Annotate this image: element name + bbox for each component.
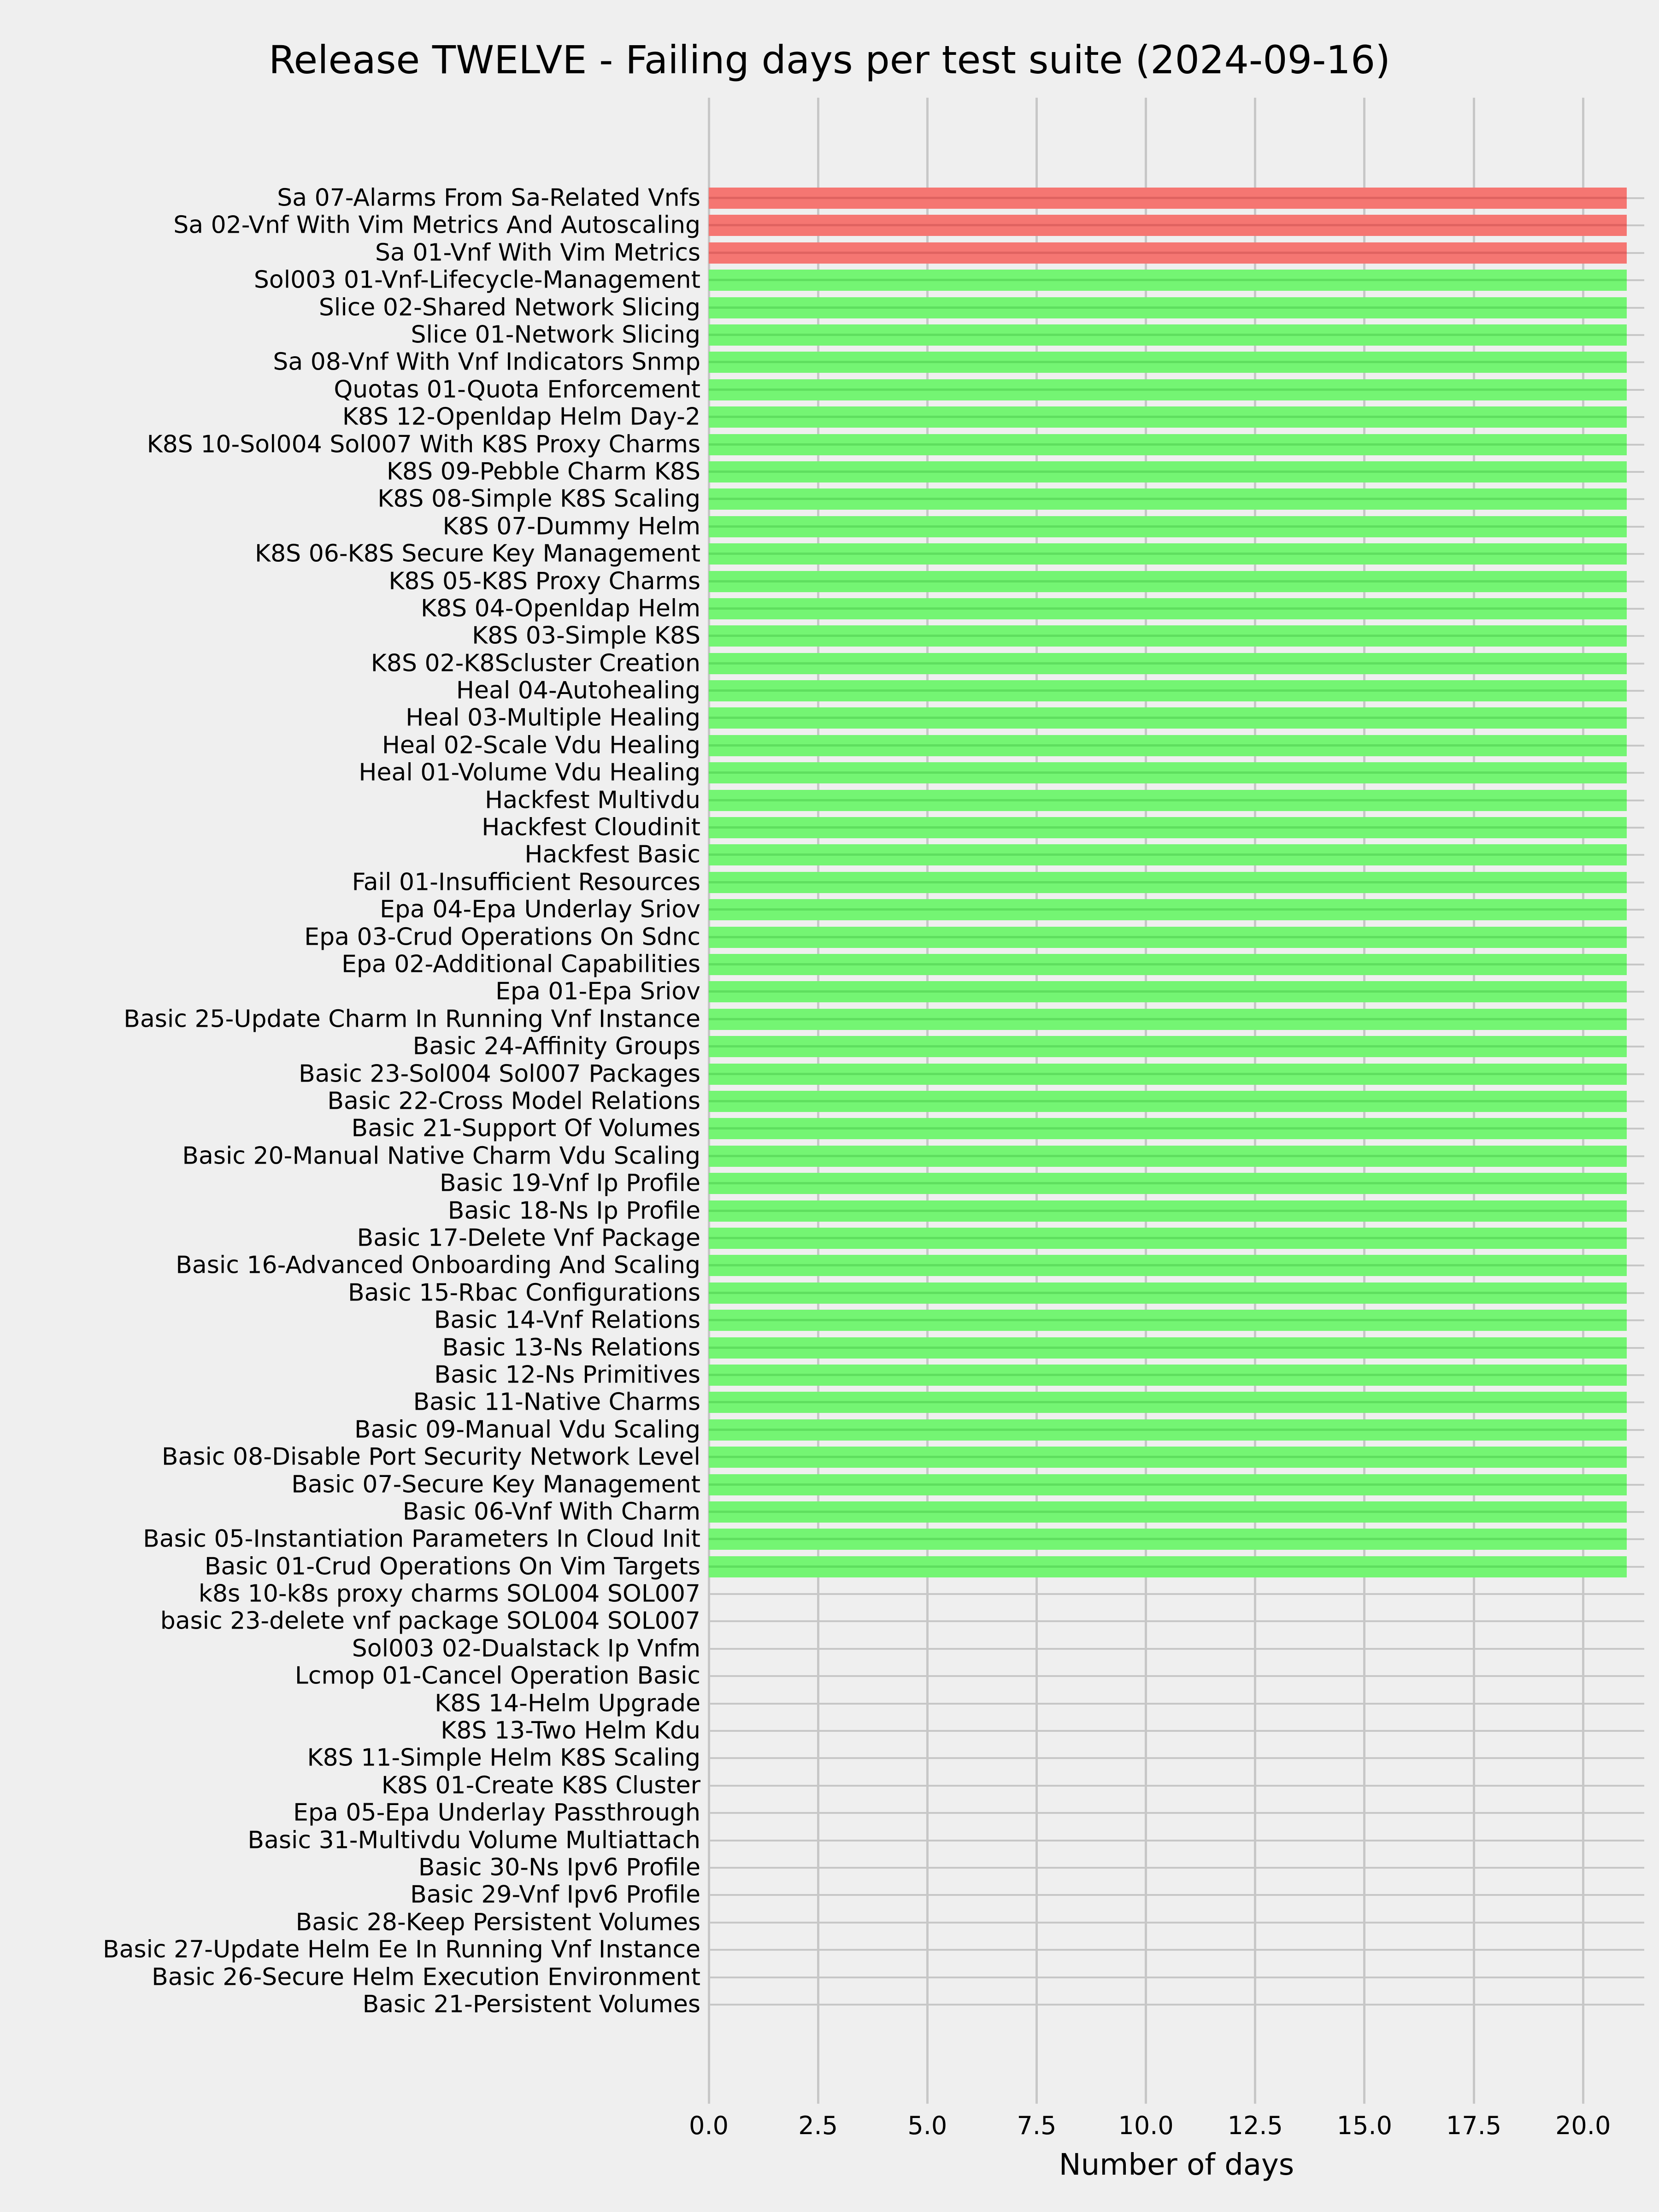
bar [709,1200,1627,1222]
bar [709,1419,1627,1441]
y-tick-label: Sa 07-Alarms From Sa-Related Vnfs [277,184,700,212]
bar [709,406,1627,428]
bar [709,270,1627,291]
y-tick-label: Basic 07-Secure Key Management [291,1471,700,1499]
y-tick-label: Basic 09-Manual Vdu Scaling [354,1416,700,1444]
bar-center-stripe [709,1511,1627,1513]
y-tick-label: Basic 05-Instantiation Parameters In Cloud Init [143,1525,700,1553]
y-tick-label: Epa 03-Crud Operations On Sdnc [304,923,700,951]
y-tick-label: Quotas 01-Quota Enforcement [334,376,700,404]
bar [709,1255,1627,1276]
bar-center-stripe [709,1292,1627,1294]
bar-center-stripe [709,306,1627,309]
y-tick-label: Slice 01-Network Slicing [411,321,700,349]
y-tick-label: Hackfest Cloudinit [482,813,700,841]
y-gridline [709,1840,1644,1841]
y-tick-label: K8S 13-Two Helm Kdu [441,1717,700,1745]
bar-center-stripe [709,744,1627,747]
bar [709,735,1627,756]
y-gridline [709,1977,1644,1978]
bar-center-stripe [709,1210,1627,1212]
y-tick-label: K8S 12-Openldap Helm Day-2 [342,403,700,431]
y-gridline [709,1867,1644,1869]
bar-center-stripe [709,963,1627,965]
bar [709,653,1627,674]
y-tick-label: Basic 16-Advanced Onboarding And Scaling [176,1252,700,1280]
x-tick-label: 15.0 [1336,2111,1393,2140]
bar-center-stripe [709,1538,1627,1540]
y-tick-label: Slice 02-Shared Network Slicing [318,294,700,322]
bar-center-stripe [709,279,1627,281]
bar [709,1337,1627,1359]
bar-center-stripe [709,224,1627,226]
y-gridline [709,2004,1644,2006]
chart-title: Release TWELVE - Failing days per test suite (2024-09-16) [268,37,1391,82]
bar [709,1146,1627,1167]
bar-center-stripe [709,635,1627,637]
bar-center-stripe [709,607,1627,610]
bar [709,215,1627,236]
bar-center-stripe [709,416,1627,418]
y-tick-label: k8s 10-k8s proxy charms SOL004 SOL007 [198,1580,700,1608]
bar [709,598,1627,619]
y-tick-label: K8S 05-K8S Proxy Charms [388,567,700,595]
y-tick-label: K8S 03-Simple K8S [472,622,700,650]
y-tick-label: Heal 03-Multiple Healing [406,704,700,732]
bar-center-stripe [709,443,1627,446]
y-tick-label: K8S 01-Create K8S Cluster [381,1771,700,1800]
bar-center-stripe [709,936,1627,938]
y-tick-label: Heal 01-Volume Vdu Healing [359,759,700,787]
bar [709,927,1627,948]
y-tick-label: Basic 28-Keep Persistent Volumes [295,1908,700,1936]
y-gridline [709,1757,1644,1759]
bar-center-stripe [709,388,1627,391]
x-axis-label: Number of days [1059,2148,1294,2182]
bar-center-stripe [709,1045,1627,1047]
y-tick-label: Basic 22-Cross Model Relations [327,1087,700,1115]
y-gridline [709,1593,1644,1595]
y-tick-label: Basic 23-Sol004 Sol007 Packages [299,1060,700,1088]
y-tick-label: Basic 21-Support Of Volumes [351,1115,700,1143]
bar-center-stripe [709,525,1627,528]
bar-center-stripe [709,1073,1627,1075]
bar-center-stripe [709,1182,1627,1184]
bar-center-stripe [709,1237,1627,1239]
y-tick-label: K8S 07-Dummy Helm [442,512,700,541]
y-tick-label: Basic 08-Disable Port Security Network Level [161,1443,700,1471]
y-tick-label: Basic 25-Update Charm In Running Vnf Instance [124,1005,700,1033]
y-tick-label: K8S 11-Simple Helm K8S Scaling [307,1744,700,1772]
bar-center-stripe [709,990,1627,993]
bar [709,790,1627,811]
bar [709,1009,1627,1030]
y-gridline [709,1730,1644,1732]
bar [709,1282,1627,1304]
x-tick-label: 10.0 [1118,2111,1174,2140]
x-tick-label: 2.5 [798,2111,838,2140]
y-tick-label: Heal 02-Scale Vdu Healing [382,731,700,759]
bar [709,1447,1627,1468]
bar-center-stripe [709,498,1627,500]
y-tick-label: Lcmop 01-Cancel Operation Basic [294,1662,700,1690]
bar-center-stripe [709,881,1627,883]
y-gridline [709,1620,1644,1622]
y-tick-label: Sol003 01-Vnf-Lifecycle-Management [253,266,700,294]
y-tick-label: Fail 01-Insufficient Resources [352,868,700,896]
bar [709,543,1627,565]
bar [709,434,1627,455]
y-tick-label: K8S 02-K8Scluster Creation [371,649,700,677]
bar-center-stripe [709,471,1627,473]
bar-center-stripe [709,1319,1627,1321]
bar [709,297,1627,318]
y-tick-label: Sa 08-Vnf With Vnf Indicators Snmp [273,348,700,377]
y-tick-label: K8S 04-Openldap Helm [420,594,700,623]
y-tick-label: Basic 27-Update Helm Ee In Running Vnf Instance [102,1936,700,1964]
y-tick-label: Epa 04-Epa Underlay Sriov [380,895,700,924]
bar-center-stripe [709,580,1627,582]
y-tick-label: Sa 01-Vnf With Vim Metrics [375,239,700,267]
y-tick-label: Basic 11-Native Charms [413,1388,700,1417]
x-tick-label: 20.0 [1555,2111,1611,2140]
y-tick-label: Basic 01-Crud Operations On Vim Targets [204,1553,700,1581]
bar-center-stripe [709,1127,1627,1130]
bar [709,488,1627,510]
bar-center-stripe [709,908,1627,911]
bar [709,1310,1627,1331]
y-tick-label: Basic 15-Rbac Configurations [348,1279,700,1307]
bar [709,461,1627,482]
x-tick-label: 12.5 [1227,2111,1283,2140]
y-tick-label: Epa 02-Additional Capabilities [341,950,700,978]
bar-center-stripe [709,334,1627,336]
bar-center-stripe [709,1155,1627,1157]
y-tick-label: Sol003 02-Dualstack Ip Vnfm [352,1635,700,1663]
bar [709,242,1627,264]
bar-center-stripe [709,1018,1627,1020]
y-tick-label: basic 23-delete vnf package SOL004 SOL007 [160,1607,700,1635]
y-tick-label: Sa 02-Vnf With Vim Metrics And Autoscaling [173,212,700,240]
bar [709,981,1627,1002]
y-tick-label: Epa 01-Epa Sriov [495,978,700,1006]
bar [709,1365,1627,1386]
y-tick-label: Heal 04-Autohealing [456,677,700,705]
bar-center-stripe [709,717,1627,719]
y-tick-label: Basic 30-Ns Ipv6 Profile [418,1853,700,1882]
bar [709,1036,1627,1057]
y-gridline [709,1894,1644,1896]
bar [709,872,1627,893]
bar-center-stripe [709,1565,1627,1568]
y-tick-label: Basic 29-Vnf Ipv6 Profile [410,1881,700,1909]
bar [709,762,1627,783]
y-gridline [709,1812,1644,1814]
bar [709,571,1627,592]
bar-center-stripe [709,853,1627,856]
bar [709,707,1627,729]
bar-center-stripe [709,252,1627,254]
y-tick-label: Basic 12-Ns Primitives [434,1361,700,1389]
y-tick-label: Basic 26-Secure Helm Execution Environment [152,1963,700,1991]
y-gridline [709,1703,1644,1705]
bar [709,954,1627,975]
y-tick-label: Basic 18-Ns Ip Profile [447,1197,700,1225]
y-tick-label: Hackfest Multivdu [485,786,700,814]
y-tick-label: Basic 24-Affinity Groups [412,1032,700,1060]
bar [709,817,1627,838]
y-tick-label: K8S 09-Pebble Charm K8S [386,458,700,486]
y-tick-label: Basic 19-Vnf Ip Profile [439,1169,700,1197]
x-tick-label: 0.0 [689,2111,729,2140]
bar-center-stripe [709,1429,1627,1431]
y-tick-label: K8S 14-Helm Upgrade [435,1689,700,1718]
bar-center-stripe [709,1264,1627,1266]
bar-center-stripe [709,553,1627,555]
y-tick-label: K8S 08-Simple K8S Scaling [377,485,700,513]
y-tick-label: K8S 10-Sol004 Sol007 With K8S Proxy Charms [147,430,700,459]
bar [709,680,1627,701]
bar [709,1173,1627,1194]
y-tick-label: Basic 14-Vnf Relations [434,1306,700,1334]
y-tick-label: Basic 17-Delete Vnf Package [357,1224,700,1252]
y-tick-label: Basic 31-Multivdu Volume Multiattach [247,1826,700,1854]
bar [709,1091,1627,1112]
bar-center-stripe [709,826,1627,829]
bar [709,844,1627,865]
bar [709,1529,1627,1550]
y-tick-label: Basic 13-Ns Relations [442,1334,700,1362]
bar [709,899,1627,920]
y-gridline [709,1675,1644,1677]
bar-center-stripe [709,662,1627,665]
y-tick-label: Basic 06-Vnf With Charm [402,1498,700,1526]
x-tick-label: 17.5 [1446,2111,1502,2140]
bar [709,1392,1627,1413]
y-gridline [709,1785,1644,1787]
y-tick-label: K8S 06-K8S Secure Key Management [254,540,700,568]
y-tick-label: Epa 05-Epa Underlay Passthrough [293,1799,700,1827]
x-tick-label: 5.0 [907,2111,947,2140]
bar [709,516,1627,537]
bar [709,379,1627,400]
bar [709,625,1627,647]
y-gridline [709,1949,1644,1951]
bar-center-stripe [709,1347,1627,1349]
bar [709,1228,1627,1249]
bar [709,1556,1627,1577]
y-gridline [709,1922,1644,1924]
y-gridline [709,1648,1644,1650]
bar-center-stripe [709,1100,1627,1102]
plot-area [709,98,1644,2104]
bar [709,1064,1627,1085]
bar [709,188,1627,209]
bar [709,1474,1627,1495]
bar-center-stripe [709,197,1627,199]
y-tick-label: Basic 21-Persistent Volumes [362,1990,700,2018]
x-tick-label: 7.5 [1017,2111,1057,2140]
y-tick-label: Basic 20-Manual Native Charm Vdu Scaling [182,1142,700,1170]
y-tick-label: Hackfest Basic [524,841,700,869]
bar-center-stripe [709,689,1627,692]
bar-center-stripe [709,1401,1627,1403]
bar-center-stripe [709,771,1627,774]
bar-center-stripe [709,361,1627,363]
bar [709,352,1627,373]
bar [709,1501,1627,1523]
bar [709,1118,1627,1139]
bar [709,324,1627,346]
bar-center-stripe [709,1456,1627,1458]
bar-center-stripe [709,1374,1627,1376]
bar-center-stripe [709,1483,1627,1486]
bar-center-stripe [709,799,1627,801]
